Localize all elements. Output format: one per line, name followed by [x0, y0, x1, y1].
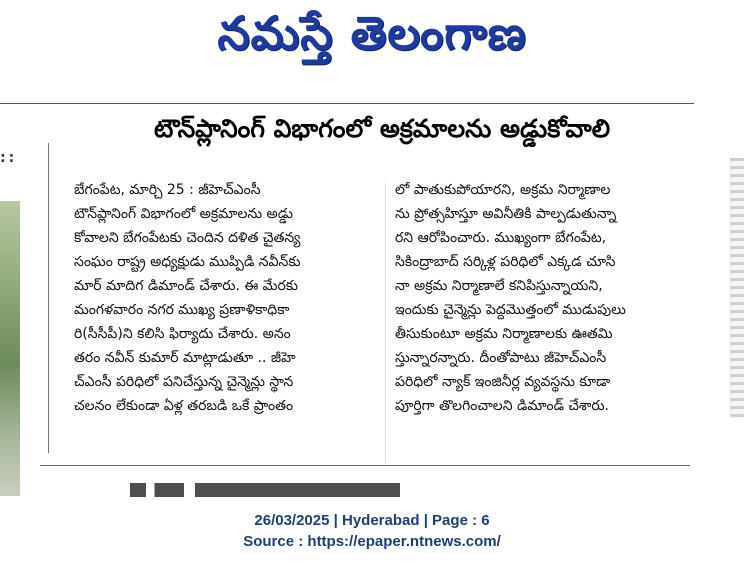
column-rule: [48, 143, 49, 453]
article-clipping: [0, 98, 744, 498]
newspaper-logo: నమస్తే తెలంగాణ: [217, 6, 527, 60]
article-column-left: [74, 178, 374, 418]
article-line: ఇందుకు చైన్మెన్లు పెద్దమొత్తంలో ముడుపులు: [395, 302, 626, 318]
article-line: చలనం లేకుండా ఏళ్ల తరబడి ఒకే ప్రాంతం: [74, 398, 294, 414]
neighbor-photo-fragment: [0, 201, 20, 496]
article-line: కోవాలని బేగంపేటకు చెందిన దళిత చైతన్య: [74, 230, 301, 246]
article-line: నా అక్రమ నిర్మాణాలే కనిపిస్తున్నాయని,: [395, 278, 603, 294]
article-line: పూర్తిగా తొలగించాలని డిమాండ్‌ చేశారు.: [395, 398, 609, 414]
bottom-rule: [40, 465, 690, 466]
dateline: 26/03/2025 | Hyderabad | Page : 6: [254, 512, 490, 529]
article-line: సికింద్రాబాద్‌ సర్కిళ్ల పరిధిలో ఎక్కడ చూసి: [395, 254, 616, 270]
article-line: రి(సీసీపీ)ని కలిసి ఫిర్యాదు చేశారు. అనం: [74, 326, 291, 342]
neighbor-text-fragment: [730, 158, 744, 418]
article-line: చ్‌ఎంసీ పరిధిలో పనిచేస్తున్న చైన్మెన్లు స్థాన: [74, 374, 294, 390]
column-divider: [385, 183, 386, 463]
article-line: మార్‌ మాదిగ డిమాండ్‌ చేశారు. ఈ మేరకు: [74, 278, 298, 294]
article-line: ను ప్రోత్సహిస్తూ అవినీతికి పాల్పడుతున్నా: [395, 206, 617, 222]
article-line: తరం నవీన్‌ కుమార్‌ మాట్లాడుతూ .. జీహె: [74, 350, 296, 366]
article-line: లో పాతుకుపోయారని, అక్రమ నిర్మాణాల: [395, 182, 611, 198]
article-line: బేగంపేట, మార్చి 25 : జీహెచ్‌ఎంసీ: [74, 182, 261, 198]
article-line: పరిధిలో న్యాక్‌ ఇంజినీర్ల వ్యవస్థను కూడా: [395, 374, 611, 390]
next-article-fragment: [130, 483, 400, 497]
article-line: స్తున్నారన్నారు. దీంతోపాటు జీహెచ్‌ఎంసీ: [395, 350, 607, 366]
article-line: మంగళవారం నగర ముఖ్య ప్రణాళికాధికా: [74, 302, 290, 318]
article-line: తీసుకుంటూ అక్రమ నిర్మాణాలకు ఊతమి: [395, 326, 613, 342]
article-line: టౌన్‌ప్లానింగ్‌ విభాగంలో అక్రమాలను అడ్డు: [74, 206, 293, 222]
article-line: సంఘం రాష్ట్ర అధ్యక్షుడు ముప్పిడి నవీన్‌కు: [74, 254, 301, 270]
article-line: రని ఆరోపించారు. ముఖ్యంగా బేగంపేట,: [395, 230, 607, 246]
article-headline: టౌన్‌ప్లానింగ్‌ విభాగంలో అక్రమాలను అడ్డుకోవాలి: [153, 114, 611, 143]
top-rule: [0, 103, 694, 104]
source-link[interactable]: Source : https://epaper.ntnews.com/: [243, 533, 501, 550]
masthead: [0, 0, 744, 78]
neighbor-article-fragment: ::: [0, 150, 18, 166]
article-column-right: [395, 178, 685, 418]
clip-footer: [0, 510, 744, 552]
